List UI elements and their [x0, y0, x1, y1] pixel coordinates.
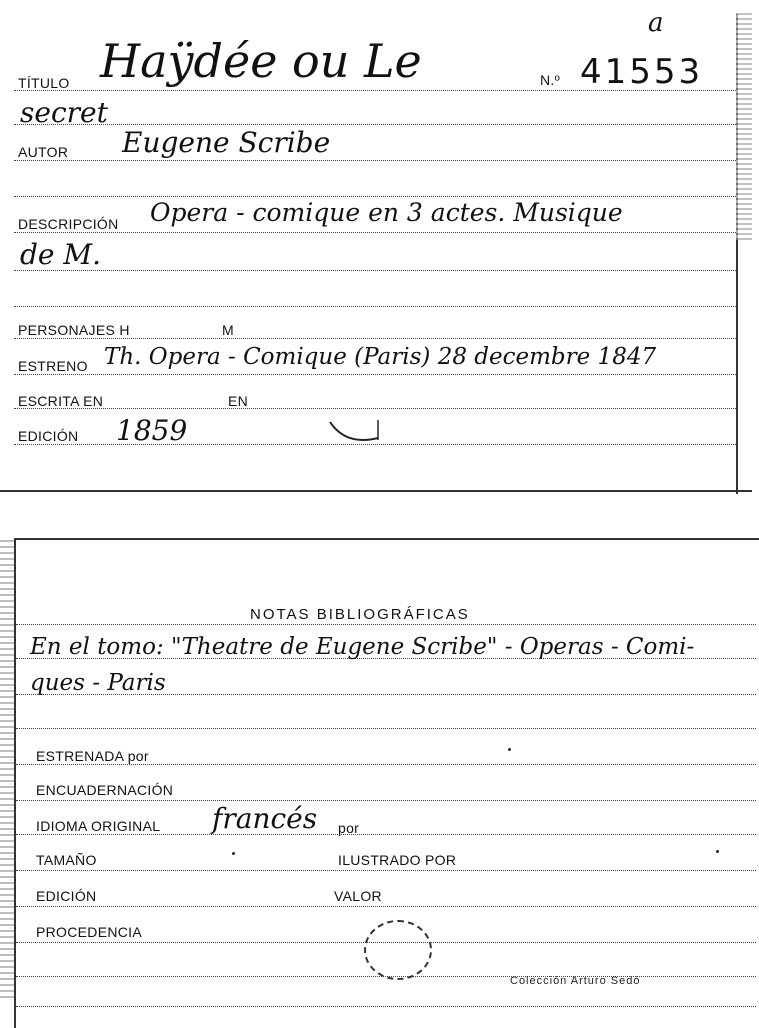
card-edge: [14, 538, 16, 1028]
valor-label: VALOR: [334, 888, 382, 904]
ruled-line: [16, 728, 756, 729]
ruled-line: [14, 338, 736, 339]
card-edge: [0, 490, 752, 492]
ruled-line: [14, 232, 736, 233]
estreno-value: Th. Opera - Comique (Paris) 28 decembre 1847: [104, 344, 657, 370]
ruled-line: [14, 160, 736, 161]
titulo-value-continued: secret: [20, 96, 108, 129]
autor-value: Eugene Scribe: [122, 126, 331, 159]
ruled-line: [16, 870, 756, 871]
ruled-line: [16, 624, 756, 625]
edicion-label: EDICIÓN: [36, 888, 97, 904]
notas-header: NOTAS BIBLIOGRÁFICAS: [250, 606, 470, 623]
idioma-label: IDIOMA ORIGINAL: [36, 818, 161, 834]
idioma-por-label: por: [338, 820, 360, 836]
ruled-line: [16, 906, 756, 907]
numero-superscript: a: [648, 8, 664, 38]
coleccion-stamp: Colección Arturo Sedó: [510, 975, 641, 987]
stray-mark: [326, 418, 386, 448]
estrenada-label: ESTRENADA por: [36, 748, 149, 764]
escrita-label: ESCRITA EN: [18, 393, 104, 409]
scan-noise: [736, 10, 752, 240]
catalog-card-top: [0, 0, 752, 492]
ruled-line: [14, 374, 736, 375]
ruled-line: [14, 124, 736, 125]
encuadernacion-label: ENCUADERNACIÓN: [36, 782, 174, 798]
personajes-label: PERSONAJES H: [18, 322, 130, 338]
ruled-line: [16, 764, 756, 765]
ink-speck: [232, 852, 235, 855]
personajes-m-label: M: [222, 322, 234, 338]
autor-label: AUTOR: [18, 144, 69, 160]
ruled-line: [14, 196, 736, 197]
descripcion-value: Opera - comique en 3 actes. Musique: [150, 198, 623, 227]
escrita-en-label: EN: [228, 393, 249, 409]
catalog-card-bottom: [0, 538, 759, 1028]
ruled-line: [14, 306, 736, 307]
titulo-label: TÍTULO: [18, 75, 70, 91]
descripcion-label: DESCRIPCIÓN: [18, 216, 119, 232]
ruled-line: [14, 408, 736, 409]
numero-label: N.º: [540, 72, 561, 88]
edicion-value: 1859: [116, 414, 188, 447]
edicion-label: EDICIÓN: [18, 428, 79, 444]
procedencia-label: PROCEDENCIA: [36, 924, 142, 940]
idioma-value: francés: [212, 802, 318, 835]
card-edge: [14, 538, 759, 540]
ink-speck: [508, 748, 511, 751]
ruled-line: [14, 270, 736, 271]
descripcion-value-continued: de M.: [20, 238, 101, 271]
ink-speck: [716, 850, 719, 853]
tamano-label: TAMAÑO: [36, 852, 97, 868]
ilustrado-label: ILUSTRADO POR: [338, 852, 457, 868]
notas-value-continued: ques - Paris: [30, 670, 166, 696]
ruled-line: [16, 1006, 756, 1007]
notas-value: En el tomo: "Theatre de Eugene Scribe" - Operas - Comi-: [30, 634, 695, 660]
titulo-value: Haÿdée ou Le: [100, 34, 422, 88]
ruled-line: [16, 834, 756, 835]
ruled-line: [16, 800, 756, 801]
numero-value: 41553: [580, 52, 704, 92]
estreno-label: ESTRENO: [18, 358, 88, 374]
collection-seal-icon: [364, 920, 432, 980]
scan-noise: [0, 538, 14, 998]
